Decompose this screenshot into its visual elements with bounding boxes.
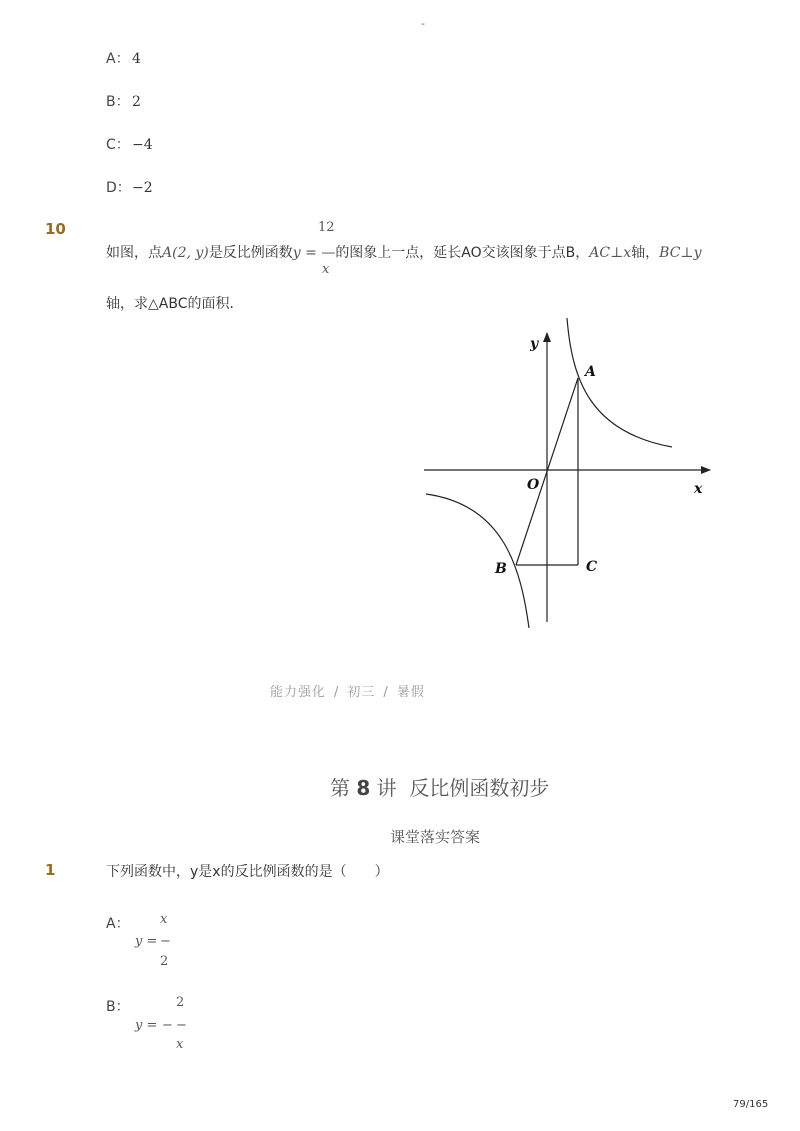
breadcrumb-grade: 初三: [347, 685, 376, 700]
question-number: 10: [45, 220, 66, 238]
answer-option-b-denominator: x: [176, 1037, 184, 1052]
breadcrumb-course: 能力强化: [270, 685, 327, 700]
lecture-title: [330, 772, 549, 801]
lecture-number: 8: [356, 776, 371, 800]
q10-text2: 是反比例函数: [208, 245, 293, 261]
q10-text1: 如图，点: [106, 245, 162, 261]
label-c: C: [586, 559, 598, 575]
question-number: 1: [45, 861, 56, 879]
hyperbola-branch-upper: [567, 318, 672, 447]
label-b: B: [495, 561, 507, 577]
answer-option-b-lhs: y =: [135, 1018, 158, 1033]
condition-bc: BC⊥y: [659, 245, 702, 261]
header-mark: -: [421, 17, 425, 30]
answers-title: 课堂落实答案: [390, 828, 481, 846]
answer-option-a-fraction-bar: −: [160, 934, 171, 949]
answer-option-b-label: B：: [106, 999, 130, 1015]
function-lhs: y =: [292, 245, 317, 261]
answer-option-b-numerator: 2: [176, 995, 185, 1010]
answer-option-a-lhs: y =: [135, 934, 158, 949]
answer-option-b-fraction-bar: −: [176, 1018, 187, 1033]
point-a-coord: A(2, y): [162, 245, 209, 261]
label-a: A: [585, 364, 596, 380]
hyperbola-branch-lower: [426, 494, 529, 628]
condition-ac: AC⊥x: [589, 245, 632, 261]
fraction-denominator: x: [322, 262, 330, 277]
label-o: O: [527, 477, 540, 493]
option-d-label: D：: [106, 180, 131, 196]
breadcrumb: [270, 681, 425, 700]
option-a-label: A：: [106, 51, 130, 67]
lecture-name: 反比例函数初步: [409, 776, 550, 800]
lecture-prefix: 第: [330, 776, 350, 800]
option-d-value: −2: [132, 180, 153, 196]
breadcrumb-term: 暑假: [396, 685, 425, 700]
breadcrumb-separator: /: [383, 685, 389, 700]
option-c-label: C：: [106, 137, 130, 153]
breadcrumb-separator: /: [334, 685, 340, 700]
answer-option-a-numerator: x: [160, 912, 168, 927]
answer-option-b-negative-sign: −: [162, 1018, 173, 1033]
q10-text4: 轴，: [631, 245, 660, 261]
page-number: 79/165: [733, 1099, 769, 1110]
lecture-suffix: 讲: [376, 776, 397, 800]
option-a-value: 4: [132, 51, 141, 67]
label-x: x: [694, 481, 703, 497]
option-c-value: −4: [132, 137, 153, 153]
fraction-numerator: 12: [318, 220, 335, 235]
question-text: 下列函数中，y是x的反比例函数的是（ ）: [106, 864, 389, 880]
fraction-bar: —: [321, 245, 336, 261]
q10-text3: 的图象上一点，延长AO交该图象于点B，: [335, 245, 590, 261]
answer-option-a-label: A：: [106, 916, 130, 932]
option-b-label: B：: [106, 94, 130, 110]
answer-option-a-denominator: 2: [160, 954, 169, 969]
question-text-line2: 轴，求△ABC的面积．: [106, 296, 244, 312]
label-y: y: [530, 336, 539, 352]
option-b-value: 2: [132, 94, 141, 110]
